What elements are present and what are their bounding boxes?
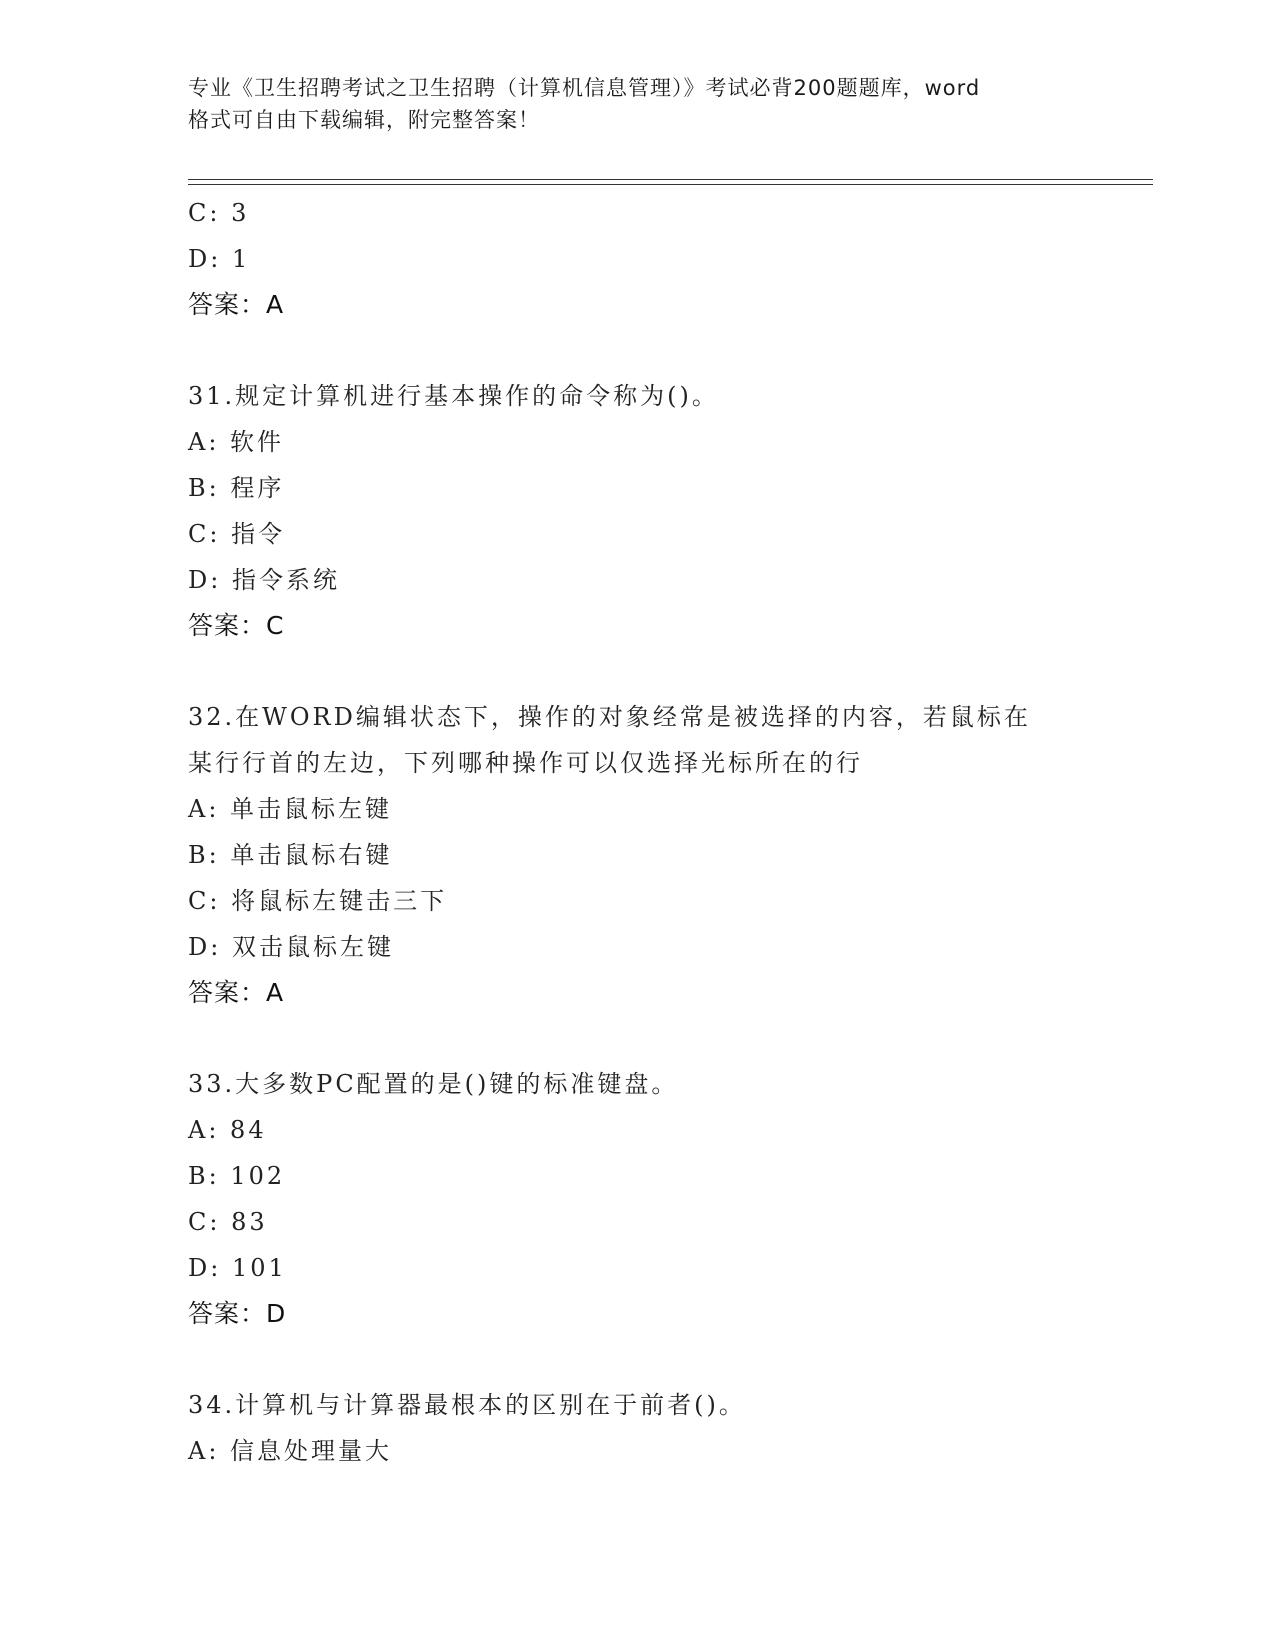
option-a: A: 软件: [188, 428, 285, 456]
option-b: B: 单击鼠标右键: [188, 841, 393, 869]
option-c: C: 3: [188, 199, 250, 227]
header-divider-bottom: [188, 184, 1153, 185]
option-b: B: 程序: [188, 474, 285, 502]
question-text: 33.大多数PC配置的是()键的标准键盘。: [188, 1070, 679, 1098]
header-divider-top: [188, 179, 1153, 180]
question-block-33: [188, 1061, 1088, 1337]
option-a: A: 信息处理量大: [188, 1437, 393, 1465]
option-d: D: 1: [188, 245, 251, 273]
option-d: D: 101: [188, 1254, 287, 1282]
option-d: D: 指令系统: [188, 566, 340, 594]
question-block-34: [188, 1382, 1088, 1474]
option-c: C: 83: [188, 1208, 268, 1236]
answer-line: 答案：D: [188, 1299, 287, 1328]
answer-line: 答案：A: [188, 290, 285, 319]
spacer: [188, 328, 1088, 373]
option-b: B: 102: [188, 1162, 286, 1190]
question-block-32: [188, 694, 1088, 1016]
question-block-31: [188, 373, 1088, 649]
question-text: 32.在WORD编辑状态下，操作的对象经常是被选择的内容，若鼠标在: [188, 703, 1031, 731]
document-body: [188, 190, 1088, 1474]
spacer: [188, 649, 1088, 694]
answer-line: 答案：A: [188, 978, 285, 1007]
spacer: [188, 1337, 1088, 1382]
document-header: [188, 72, 1088, 136]
option-a: A: 单击鼠标左键: [188, 795, 393, 823]
option-a: A: 84: [188, 1116, 267, 1144]
option-c: C: 指令: [188, 520, 286, 548]
header-line-1: 专业《卫生招聘考试之卫生招聘（计算机信息管理）》考试必背200题题库，word: [188, 76, 981, 100]
spacer: [188, 1016, 1088, 1061]
question-text: 31.规定计算机进行基本操作的命令称为()。: [188, 382, 719, 410]
option-d: D: 双击鼠标左键: [188, 933, 394, 961]
question-text-continued: 某行行首的左边，下列哪种操作可以仅选择光标所在的行: [188, 749, 863, 777]
header-line-2: 格式可自由下载编辑，附完整答案！: [188, 108, 540, 132]
option-c: C: 将鼠标左键击三下: [188, 887, 448, 915]
question-block-prev: [188, 190, 1088, 328]
answer-line: 答案：C: [188, 611, 285, 640]
question-text: 34.计算机与计算器最根本的区别在于前者()。: [188, 1391, 746, 1419]
